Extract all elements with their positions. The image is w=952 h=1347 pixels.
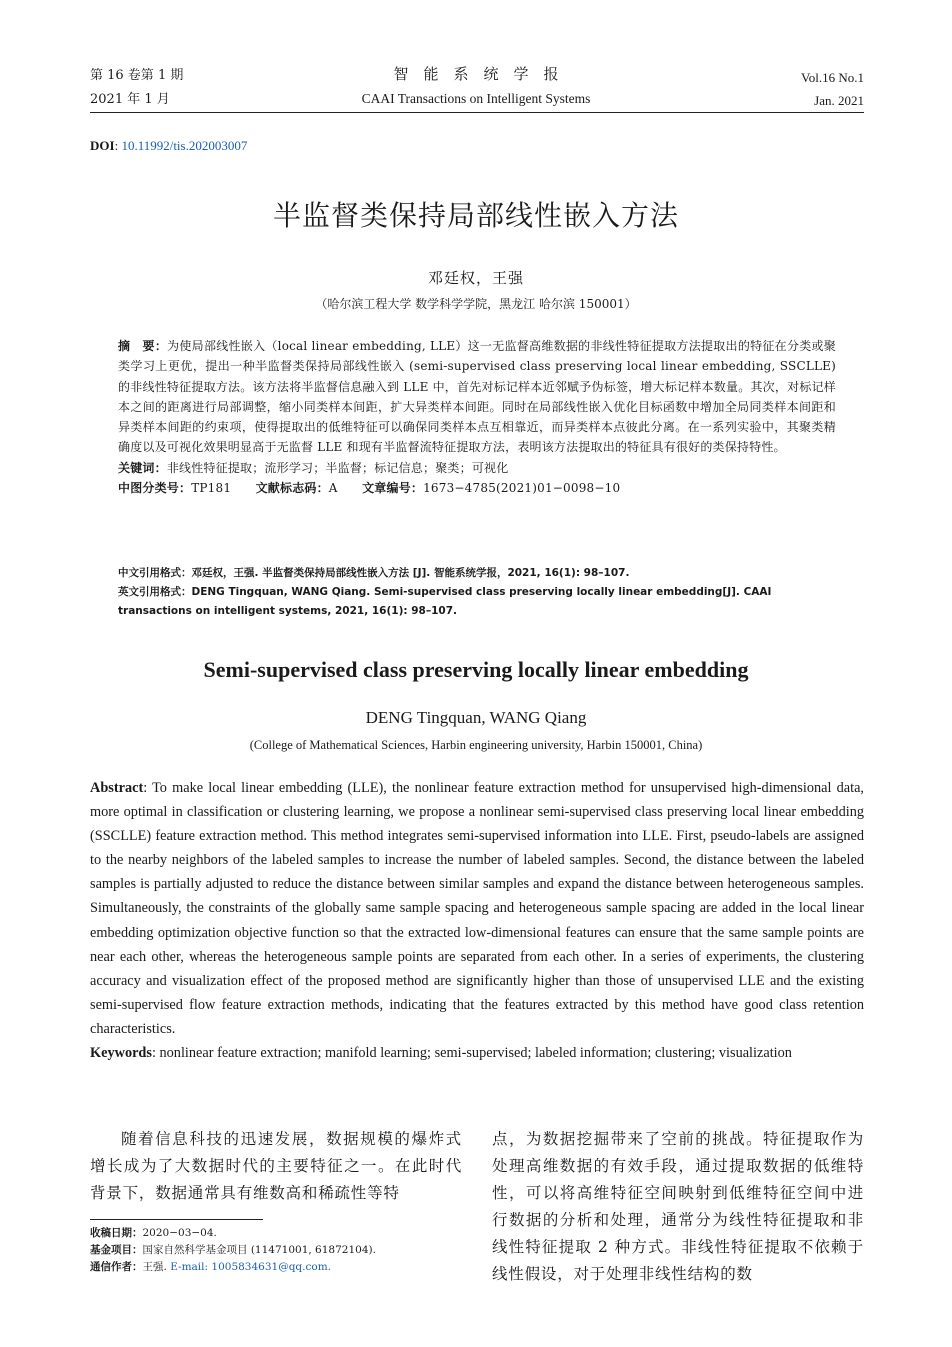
fund-label: 基金项目： [90,1244,143,1256]
keywords-cn-label: 关键词： [118,460,167,475]
body-column-right: 点，为数据挖掘带来了空前的挑战。特征提取作为处理高维数据的有效手段，通过提取数据的低维特性，可以将高维特征空间映射到低维特征空间中进行数据的分析和处理，通常分为线性特征提取和非线性特征提取 2 种方式。非线性特征提取不依赖于线性假设，对于处理非线性结构的数 [492,1130,864,1283]
keywords-en-label: Keywords [90,1045,152,1062]
abstract-en-text: : To make local linear embedding (LLE), the nonlinear feature extraction method for unsupervised high-dimensional data, more optimal in classification or clustering learning, we propose a nonlinear semi-supervised class preserving local linear embedding (SSCLLE) feature extraction method. This method integrates semi-supervised information into LLE. First, pseudo-labels are assigned to the nearby neighbors of the labeled samples to increase the number of labeled samples. Second, the distance between the labeled samples is partially adjusted to reduce the distance between similar samples and expand the distance between heterogeneous samples. Simultaneously, the constraints of the globally same sample spacing and heterogeneous sample spacing are added in the local linear embedding optimization objective function so that the extracted low-dimensional features can ensure that the same sample points are near each other, whereas the heterogeneous sample points are separated from each other. In a series of experiments, the clustering accuracy and visualization effect of the proposed method are significantly higher than those of unsupervised LLE and the existing semi-supervised flow feature extraction methods, indicating that the features extracted by this method have good class retention characteristics. [90,780,864,1037]
paper-title-en: Semi-supervised class preserving locally linear embedding [203,657,749,682]
issue-date-en: Jan. 2021 [814,93,864,108]
keywords-cn: 非线性特征提取；流形学习；半监督；标记信息；聚类；可视化 [166,460,509,475]
abstract-en-label: Abstract [90,780,144,796]
fund-text: 国家自然科学基金项目 (11471001, 61872104). [142,1244,376,1256]
footnote [90,1225,470,1276]
doi-separator: : [114,138,122,153]
paper-title-cn: 半监督类保持局部线性嵌入方法 [272,199,679,232]
authors-cn: 邓廷权，王强 [427,269,524,287]
citation-en-label: 英文引用格式： [118,586,192,598]
clc-label: 中图分类号： [118,481,192,496]
doi-link[interactable]: 10.11992/tis.202003007 [121,138,248,153]
abstract-cn-label: 摘 要： [118,339,168,353]
received-date: 2020−03−04. [142,1227,217,1239]
affiliation-cn: （哈尔滨工程大学 数学科学学院，黑龙江 哈尔滨 150001） [315,297,637,311]
abstract-cn [118,336,836,498]
body-column-left: 随着信息科技的迅速发展，数据规模的爆炸式增长成为了大数据时代的主要特征之一。在此时代背景下，数据通常具有维数高和稀疏性等特 [90,1130,462,1202]
issue-date-cn: 2021 年 1 月 [90,92,170,107]
citation-en: DENG Tingquan, WANG Qiang. Semi-supervised class preserving locally linear embedding[J]. CAAI transactions on intelligent systems, 2021, 16(1): 98–107. [118,586,772,617]
received-label: 收稿日期： [90,1227,143,1239]
citation-cn: 邓廷权，王强. 半监督类保持局部线性嵌入方法 [J]. 智能系统学报，2021, 16(1): 98–107. [191,567,630,579]
clc-value: TP181 [191,481,232,496]
doc-code-value: A [328,481,338,496]
header-rule [90,112,864,113]
journal-name-cn: 智 能 系 统 学 报 [393,65,559,83]
doc-code-label: 文献标志码： [255,481,329,496]
citation-block [118,564,836,621]
article-no-label: 文章编号： [362,481,424,496]
email-link[interactable]: E-mail: 1005834631@qq.com. [170,1261,331,1273]
authors-en: DENG Tingquan, WANG Qiang [365,708,587,727]
affiliation-en: (College of Mathematical Sciences, Harbin engineering university, Harbin 150001, China) [249,738,703,752]
keywords-en: : nonlinear feature extraction; manifold learning; semi-supervised; labeled information; clustering; visualization [151,1045,792,1062]
abstract-en [90,776,864,1065]
abstract-cn-text: 为使局部线性嵌入（local linear embedding, LLE）这一无监督高维数据的非线性特征提取方法提取出的特征在分类或聚类学习上更优，提出一种半监督类保持局部线性嵌入 (semi-supervised class preserving local linear embedding, SSCLLE) 的非线性特征提取方法。该方法将半监督信息融入到 LLE 中，首先对标记样本近邻赋予伪标签，增大标记样本数量。其次，对标记样本之间的距离进行局部调整，缩小同类样本间距，扩大异类样本间距。同时在局部线性嵌入优化目标函数中增加全局同类样本间距和异类样本间距的约束项，使得提取出的低维特征可以确保同类样本点互相靠近，而异类样本点彼此分离。在一系列实验中，其聚类精确度以及可视化效果明显高于无监督 LLE 和现有半监督流特征提取方法，表明该方法提取出的特征具有很好的类保持特性。 [118,339,836,455]
citation-cn-label: 中文引用格式： [118,567,192,579]
corresponding-author: 王强. [142,1261,171,1273]
volume-issue: 第 16 卷第 1 期 [90,68,184,83]
article-no-value: 1673−4785(2021)01−0098−10 [423,481,621,496]
footnote-rule [90,1219,263,1220]
doi-line [90,138,247,154]
corresponding-label: 通信作者： [90,1261,143,1273]
volume-en: Vol.16 No.1 [801,70,864,85]
journal-name-en: CAAI Transactions on Intelligent Systems [361,91,591,106]
doi-label: DOI [90,138,115,153]
